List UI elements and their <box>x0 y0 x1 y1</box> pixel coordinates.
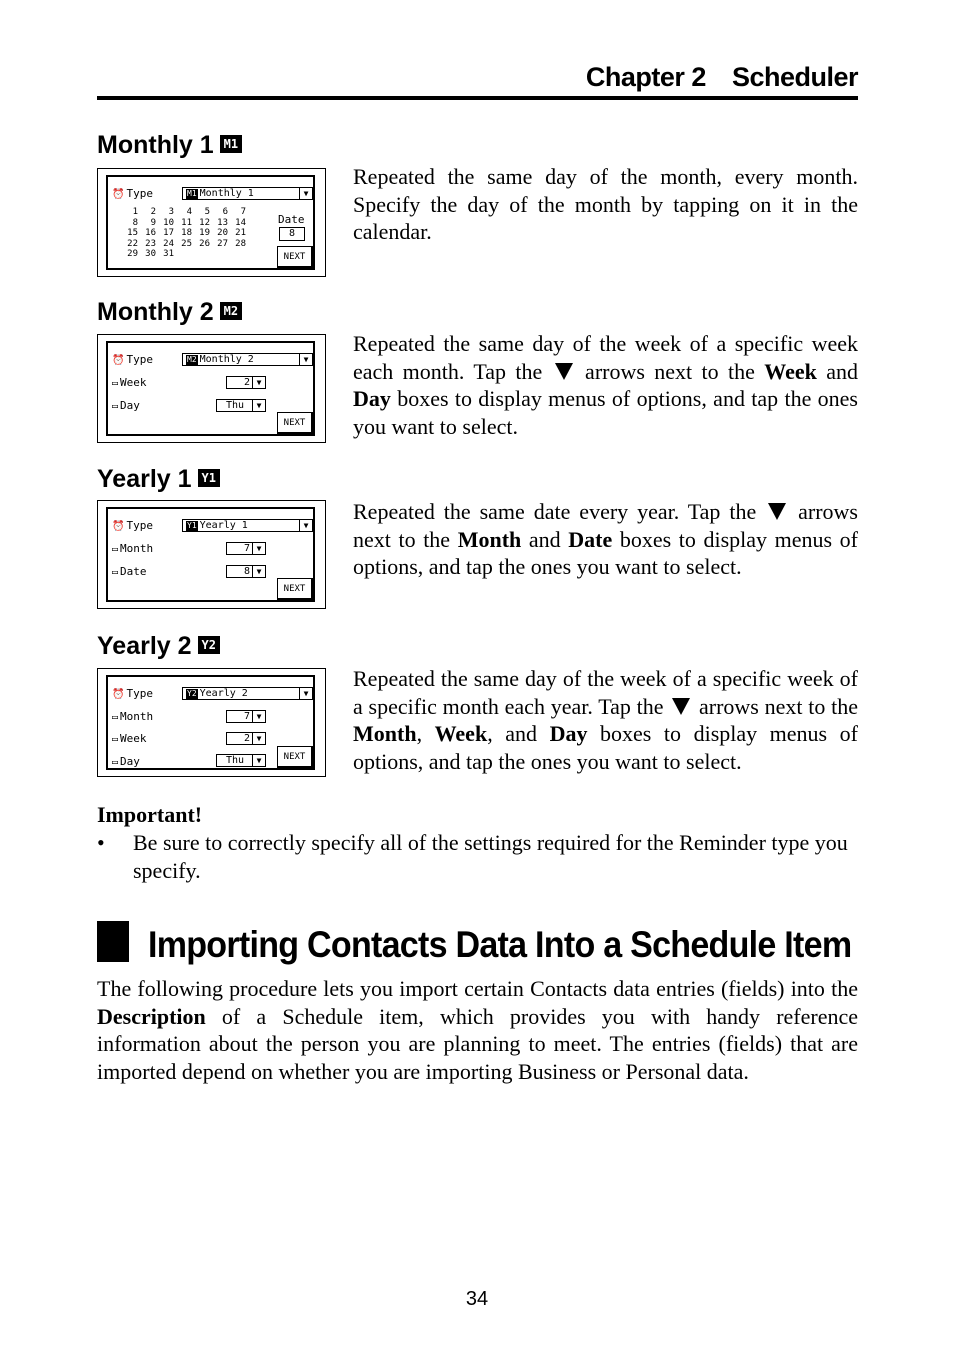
day-dropdown[interactable]: Thu ▼ <box>216 399 266 412</box>
month-field-label: ▭ Month <box>112 710 154 723</box>
down-triangle-icon <box>768 503 786 520</box>
chevron-down-icon[interactable]: ▼ <box>252 755 265 766</box>
calendar-row <box>120 239 246 250</box>
calendar-day[interactable]: 8 <box>132 217 138 228</box>
monthly-2-small-icon: M2 <box>187 355 197 364</box>
calendar-day[interactable]: 18 <box>181 228 192 238</box>
note-icon: ▭ <box>112 567 119 578</box>
calendar-day[interactable]: 30 <box>145 249 156 259</box>
monthly-2-description: Repeated the same day of the week of a specific week each month. Tap the arrows next to the Week and Day boxes to display menus of options, and tap the ones you want to select. <box>353 331 859 439</box>
section-title-monthly-1 <box>97 131 242 160</box>
note-icon: ▭ <box>112 401 119 412</box>
day-field-label: ▭ Day <box>112 755 140 768</box>
type-dropdown[interactable]: Y2 Yearly 2 ▼ <box>182 687 313 700</box>
bell-icon: ⏰ <box>112 189 125 200</box>
date-dropdown[interactable]: 8 ▼ <box>226 565 266 578</box>
yearly-2-icon: Y2 <box>198 636 220 654</box>
calendar-day[interactable]: 13 <box>217 217 228 228</box>
calendar-day[interactable]: 15 <box>127 228 138 238</box>
type-dropdown[interactable]: M1 Monthly 1 ▼ <box>182 187 313 200</box>
screen-monthly-2 <box>97 334 326 443</box>
week-dropdown[interactable]: 2 ▼ <box>226 732 266 745</box>
screen-yearly-2 <box>97 668 326 777</box>
calendar-row <box>120 218 246 229</box>
next-button[interactable]: NEXT <box>277 412 313 434</box>
calendar-day[interactable]: 7 <box>240 207 246 217</box>
date-label: Date <box>278 213 305 226</box>
calendar-row <box>120 228 246 239</box>
important-heading: Important! <box>97 802 203 827</box>
calendar-day[interactable]: 25 <box>181 238 192 249</box>
calendar-day[interactable]: 14 <box>235 217 246 228</box>
section-title-text: Monthly 2 <box>97 298 214 326</box>
calendar-day[interactable]: 26 <box>199 238 210 249</box>
note-icon: ▭ <box>112 378 119 389</box>
monthly-2-icon: M2 <box>220 302 242 320</box>
month-dropdown[interactable]: 7 ▼ <box>226 542 266 555</box>
note-icon: ▭ <box>112 757 119 768</box>
month-field-label: ▭ Month <box>112 542 154 555</box>
calendar-day[interactable]: 29 <box>127 249 138 259</box>
calendar-day[interactable] <box>174 249 192 260</box>
chevron-down-icon[interactable]: ▼ <box>299 354 312 365</box>
screen-yearly-1 <box>97 500 326 609</box>
calendar-day[interactable]: 27 <box>217 238 228 249</box>
section-body: The following procedure lets you import certain Contacts data entries (fields) into the Description of a Schedule item, which provides you with handy reference information about the person you are planning to meet. The entries (fields) that are imported depend on whether you are importing Business or Personal data. <box>97 976 858 1084</box>
calendar-day[interactable]: 28 <box>235 238 246 249</box>
calendar-day[interactable]: 23 <box>145 238 156 249</box>
chevron-down-icon[interactable]: ▼ <box>299 520 312 531</box>
calendar-day[interactable]: 3 <box>168 207 174 217</box>
yearly-2-description: Repeated the same day of the week of a specific week of a specific month each year. Tap the arrows next to the Month, Week, and Day boxes to display menus of options, and tap the ones you want to select. <box>353 666 859 774</box>
calendar-day[interactable]: 5 <box>204 207 210 217</box>
chevron-down-icon[interactable]: ▼ <box>252 711 265 722</box>
monthly-1-icon: M1 <box>220 135 242 153</box>
type-field-label: ⏰ Type <box>112 519 153 532</box>
section-title-text: Yearly 1 <box>97 465 192 493</box>
calendar-day[interactable]: 10 <box>163 217 174 228</box>
bell-icon: ⏰ <box>112 355 125 366</box>
calendar-day[interactable]: 1 <box>132 207 138 217</box>
date-field-label: ▭ Date <box>112 565 147 578</box>
bullet-marker: • <box>97 830 105 855</box>
header-text <box>586 62 858 93</box>
section-heading: Importing Contacts Data Into a Schedule Item <box>148 924 852 965</box>
down-triangle-icon <box>672 698 690 715</box>
note-icon: ▭ <box>112 712 119 723</box>
calendar-day[interactable]: 2 <box>150 207 156 217</box>
calendar-row <box>120 207 246 218</box>
calendar-day[interactable] <box>210 249 228 260</box>
week-field-label: ▭ Week <box>112 376 147 389</box>
monthly-1-description: Repeated the same day of the month, every month. Specify the day of the month by tapping on it in the calendar. <box>353 164 858 244</box>
week-field-label: ▭ Week <box>112 732 147 745</box>
calendar-day[interactable] <box>228 249 246 260</box>
chevron-down-icon[interactable]: ▼ <box>299 188 312 199</box>
section-title-text: Monthly 1 <box>97 131 214 159</box>
page-header <box>97 60 858 100</box>
chevron-down-icon[interactable]: ▼ <box>252 400 265 411</box>
important-bullet-item <box>97 829 858 885</box>
screen-panel <box>106 175 315 270</box>
chevron-down-icon[interactable]: ▼ <box>252 377 265 388</box>
calendar-day[interactable]: 9 <box>150 217 156 228</box>
type-dropdown[interactable]: Y1 Yearly 1 ▼ <box>182 519 313 532</box>
down-triangle-icon <box>555 363 573 380</box>
screen-panel <box>106 341 315 436</box>
chevron-down-icon[interactable]: ▼ <box>252 543 265 554</box>
calendar-day[interactable]: 22 <box>127 238 138 249</box>
section-marker-block <box>97 921 129 962</box>
calendar-day[interactable]: 12 <box>199 217 210 228</box>
calendar-day[interactable]: 31 <box>163 249 174 259</box>
yearly-1-description: Repeated the same date every year. Tap the arrows next to the Month and Date boxes to display menus of options, and tap the ones you want to select. <box>353 499 858 579</box>
date-value-box: 8 <box>279 227 305 241</box>
type-field-label: ⏰ Type <box>112 187 153 200</box>
chapter-label: Chapter 2 <box>585 62 706 92</box>
note-icon: ▭ <box>112 544 119 555</box>
page-number: 34 <box>465 1288 489 1310</box>
bell-icon: ⏰ <box>112 689 125 700</box>
section-title-monthly-2 <box>97 298 242 327</box>
yearly-1-icon: Y1 <box>198 469 220 487</box>
next-button[interactable]: NEXT <box>277 578 313 600</box>
calendar-day[interactable]: 11 <box>181 217 192 228</box>
bell-icon: ⏰ <box>112 521 125 532</box>
type-dropdown[interactable]: M2 Monthly 2 ▼ <box>182 353 313 366</box>
next-button[interactable]: NEXT <box>277 246 313 268</box>
next-button[interactable]: NEXT <box>277 746 313 768</box>
calendar-day[interactable]: 21 <box>235 228 246 238</box>
calendar-row <box>120 249 246 260</box>
screen-monthly-1 <box>97 168 326 277</box>
calendar-day[interactable]: 24 <box>163 238 174 249</box>
calendar-day[interactable]: 16 <box>145 228 156 238</box>
calendar-day[interactable] <box>192 249 210 260</box>
calendar-day[interactable]: 6 <box>222 207 228 217</box>
day-dropdown[interactable]: Thu ▼ <box>216 754 266 767</box>
screen-panel <box>106 507 315 602</box>
chevron-down-icon[interactable]: ▼ <box>299 688 312 699</box>
chapter-title: Scheduler <box>731 62 858 92</box>
section-title-text: Yearly 2 <box>97 632 192 660</box>
type-field-label: ⏰ Type <box>112 687 153 700</box>
yearly-1-small-icon: Y1 <box>187 521 197 530</box>
week-dropdown[interactable]: 2 ▼ <box>226 376 266 389</box>
calendar-grid[interactable] <box>120 207 246 260</box>
section-title-yearly-1 <box>97 465 220 494</box>
day-field-label: ▭ Day <box>112 399 140 412</box>
screen-panel <box>106 675 315 770</box>
calendar-day[interactable]: 4 <box>186 207 192 217</box>
note-icon: ▭ <box>112 734 119 745</box>
type-field-label: ⏰ Type <box>112 353 153 366</box>
important-text: Be sure to correctly specify all of the settings required for the Reminder type you specify. <box>133 830 848 883</box>
chevron-down-icon[interactable]: ▼ <box>252 733 265 744</box>
calendar-day[interactable]: 19 <box>199 228 210 238</box>
month-dropdown[interactable]: 7 ▼ <box>226 710 266 723</box>
calendar-day[interactable]: 17 <box>163 228 174 238</box>
chevron-down-icon[interactable]: ▼ <box>252 566 265 577</box>
yearly-2-small-icon: Y2 <box>187 689 197 698</box>
calendar-day[interactable]: 20 <box>217 228 228 238</box>
important-note <box>97 801 858 885</box>
monthly-1-small-icon: M1 <box>187 189 197 198</box>
section-title-yearly-2 <box>97 632 220 661</box>
